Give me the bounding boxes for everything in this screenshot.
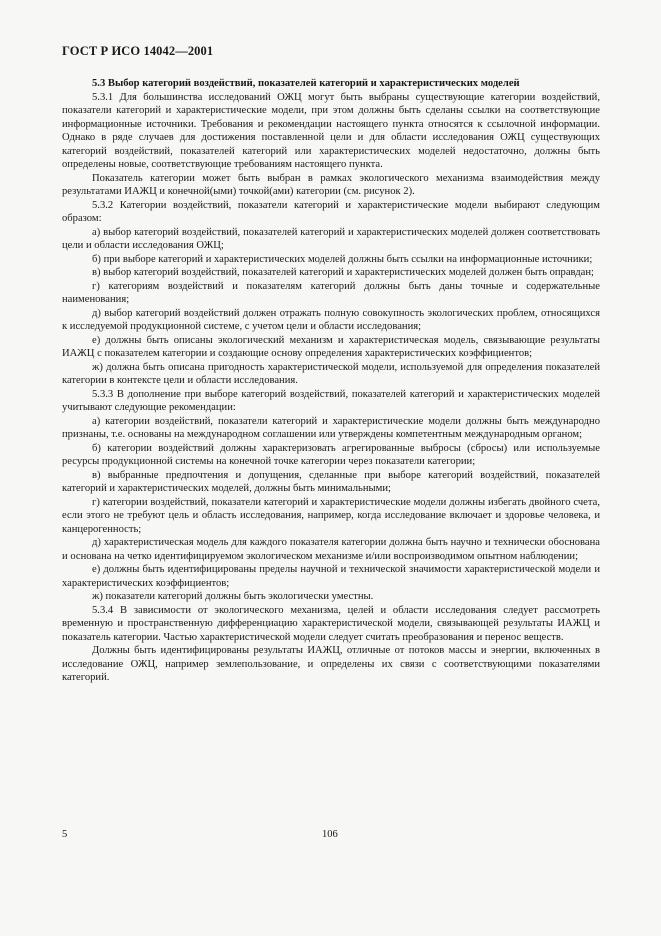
section-heading: 5.3 Выбор категорий воздействий, показателей категорий и характеристических моделей [92, 78, 520, 89]
list-item: е) должны быть идентифицированы пределы научной и технической значимости характеристической модели и характеристических коэффициентов; [62, 564, 600, 589]
page-number-left: 5 [62, 829, 68, 840]
paragraph: Показатель категории может быть выбран в рамках экологического механизма взаимодействия между результатами ИАЖЦ и конечной(ыми) точкой(ами) категории (см. рисунок 2). [62, 172, 600, 197]
document-body [62, 77, 600, 685]
document-header: ГОСТ Р ИСО 14042—2001 [62, 44, 214, 58]
list-item: ж) показатели категорий должны быть экологически уместны. [92, 591, 374, 602]
list-item: а) выбор категорий воздействий, показателей категорий и характеристических моделей должен соответствовать цели и области исследования ОЖЦ; [62, 226, 600, 251]
list-item: д) выбор категорий воздействий должен отражать полную совокупность экологических проблем, относящихся к исследуемой продукционной системе, с учетом цели и области исследования; [62, 307, 600, 332]
list-item: в) выбор категорий воздействий, показателей категорий и характеристических моделей должен быть оправдан; [92, 267, 594, 278]
paragraph: 5.3.3 В дополнение при выборе категорий воздействий, показателей категорий и характеристических моделей учитывают следующие рекомендации: [62, 388, 600, 413]
list-item: а) категории воздействий, показатели категорий и характеристические модели должны быть международно признаны, т.е. основаны на международном соглашении или утверждены компетентным международным органом; [62, 415, 600, 440]
list-item: б) категории воздействий должны характеризовать агрегированные выбросы (сбросы) или используемые ресурсы продукционной системы на конечной точке категории через показатели категории; [62, 442, 600, 467]
list-item: д) характеристическая модель для каждого показателя категории должна быть научно и технически обоснована и основана на четко идентифицируемом экологическом механизме и/или воспроизводимом опытном наблюдении; [62, 537, 600, 562]
list-item: г) категориям воздействий и показателям категорий должны быть даны точные и содержательные наименования; [62, 280, 600, 305]
list-item: в) выбранные предпочтения и допущения, сделанные при выборе категорий воздействий, показателей категорий и характеристических моделей, должны быть минимальными; [62, 469, 600, 494]
page-number-center: 106 [322, 829, 338, 840]
paragraph: 5.3.4 В зависимости от экологического механизма, целей и области исследования следует рассмотреть временную и пространственную дифференциацию характеристической модели, связывающей результаты ИАЖЦ и показатель категории. Частью характеристической модели следует считать преобразования и перенос веществ. [62, 604, 600, 643]
list-item: г) категории воздействий, показатели категорий и характеристические модели должны избегать двойного счета, если этого не требуют цель и область исследования, например, когда исследование включает и здоровье человека, и канцерогенность; [62, 496, 600, 535]
list-item: б) при выборе категорий и характеристических моделей должны быть ссылки на информационные источники; [92, 253, 593, 265]
list-item: е) должны быть описаны экологический механизм и характеристическая модель, связывающие результаты ИАЖЦ с показателем категории и создающие основу определения характеристических коэффициентов; [62, 334, 600, 359]
paragraph: 5.3.1 Для большинства исследований ОЖЦ могут быть выбраны существующие категории воздействий, показатели категорий и характеристические модели, при этом должны быть сделаны ссылки на соответствующие информационные источники. Требования и рекомендации настоящего пункта относятся к ссылочной информации. Однако в ряде случаев для достижения поставленной цели и для области исследования ОЖЦ существующих категорий воздействий, показателей категорий или характеристических моделей недостаточно, должны быть определены новые, соответствующие требованиям настоящего пункта. [62, 91, 600, 170]
paragraph: Должны быть идентифицированы результаты ИАЖЦ, отличные от потоков массы и энергии, включенных в исследование ОЖЦ, например землепользование, и определены их связи с соответствующими показателями категорий. [62, 645, 600, 683]
list-item: ж) должна быть описана пригодность характеристической модели, используемой для определения показателей категории в контексте цели и области исследования. [62, 361, 600, 386]
paragraph: 5.3.2 Категории воздействий, показатели категорий и характеристические модели выбирают следующим образом: [62, 199, 600, 224]
